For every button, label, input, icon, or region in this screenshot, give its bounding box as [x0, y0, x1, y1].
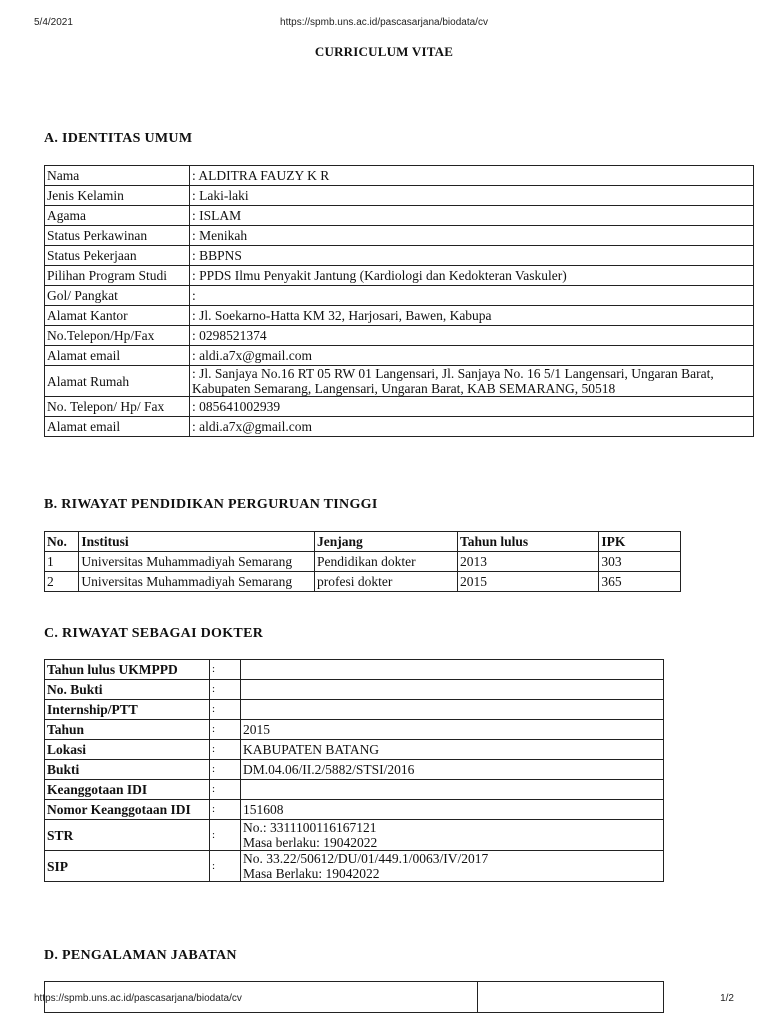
identity-value: : Menikah [190, 226, 754, 246]
doctor-value-line: 151608 [243, 802, 284, 817]
print-url: https://spmb.uns.ac.id/pascasarjana/biodata/cv [280, 17, 488, 28]
education-header-cell: Tahun lulus [457, 532, 598, 552]
doctor-separator: : [210, 800, 241, 820]
doctor-separator: : [210, 700, 241, 720]
education-header-cell: IPK [599, 532, 681, 552]
identity-value: : ISLAM [190, 206, 754, 226]
identity-label: Gol/ Pangkat [45, 286, 190, 306]
doctor-row [45, 800, 664, 820]
doctor-row [45, 740, 664, 760]
doctor-value [241, 851, 664, 882]
table-cell: 2013 [457, 552, 598, 572]
identity-label: Nama [45, 166, 190, 186]
doctor-row [45, 660, 664, 680]
doctor-value [241, 780, 664, 800]
doctor-value-line: No. 33.22/50612/DU/01/449.1/0063/IV/2017 [243, 851, 489, 866]
education-header-row [45, 532, 681, 552]
identity-value: : Jl. Sanjaya No.16 RT 05 RW 01 Langensari, Jl. Sanjaya No. 16 5/1 Langensari, Ungaran Barat, Kabupaten Semarang, Langensari, Ungaran Barat, KAB SEMARANG, 50518 [190, 366, 754, 397]
identity-table [44, 165, 754, 437]
section-a-title: A. IDENTITAS UMUM [44, 131, 193, 146]
doctor-value [241, 700, 664, 720]
footer-url: https://spmb.uns.ac.id/pascasarjana/biodata/cv [34, 993, 242, 1004]
table-cell: profesi dokter [315, 572, 458, 592]
identity-row [45, 206, 754, 226]
identity-value: : Laki-laki [190, 186, 754, 206]
education-table [44, 531, 681, 592]
identity-label: Status Perkawinan [45, 226, 190, 246]
doctor-separator: : [210, 680, 241, 700]
doctor-value [241, 820, 664, 851]
identity-label: Alamat email [45, 346, 190, 366]
identity-row [45, 417, 754, 437]
table-cell: 1 [45, 552, 79, 572]
table-row [45, 552, 681, 572]
identity-label: Alamat Kantor [45, 306, 190, 326]
education-header-cell: No. [45, 532, 79, 552]
identity-value: : aldi.a7x@gmail.com [190, 417, 754, 437]
doctor-value-line: DM.04.06/II.2/5882/STSI/2016 [243, 762, 415, 777]
identity-value: : [190, 286, 754, 306]
identity-label: Agama [45, 206, 190, 226]
education-header-cell: Institusi [79, 532, 315, 552]
identity-row [45, 326, 754, 346]
identity-row [45, 346, 754, 366]
doctor-row [45, 780, 664, 800]
doctor-separator: : [210, 780, 241, 800]
table-cell: Universitas Muhammadiyah Semarang [79, 572, 315, 592]
doctor-value-line: KABUPATEN BATANG [243, 742, 380, 757]
doctor-value [241, 740, 664, 760]
identity-row [45, 397, 754, 417]
doctor-value [241, 680, 664, 700]
doctor-row [45, 680, 664, 700]
doctor-row [45, 820, 664, 851]
doctor-value-line: Masa Berlaku: 19042022 [243, 866, 380, 881]
doctor-value [241, 660, 664, 680]
doctor-label: Nomor Keanggotaan IDI [45, 800, 210, 820]
identity-label: No.Telepon/Hp/Fax [45, 326, 190, 346]
doctor-history-table [44, 659, 664, 882]
doctor-label: Lokasi [45, 740, 210, 760]
doctor-label: No. Bukti [45, 680, 210, 700]
doctor-value-line: No.: 3311100116167121 [243, 820, 377, 835]
education-header-cell: Jenjang [315, 532, 458, 552]
doctor-label: Keanggotaan IDI [45, 780, 210, 800]
doctor-value [241, 760, 664, 780]
identity-label: Pilihan Program Studi [45, 266, 190, 286]
section-d-title: D. PENGALAMAN JABATAN [44, 948, 237, 963]
doctor-label: Internship/PTT [45, 700, 210, 720]
identity-value: : BBPNS [190, 246, 754, 266]
doctor-value-line: 2015 [243, 722, 270, 737]
doctor-row [45, 851, 664, 882]
doctor-row [45, 760, 664, 780]
doctor-value-line: Masa berlaku: 19042022 [243, 835, 378, 850]
identity-label: Alamat email [45, 417, 190, 437]
table-cell [478, 982, 664, 1013]
doctor-label: Bukti [45, 760, 210, 780]
identity-value: : 0298521374 [190, 326, 754, 346]
doctor-label: Tahun [45, 720, 210, 740]
table-row [45, 572, 681, 592]
identity-row [45, 266, 754, 286]
identity-label: Jenis Kelamin [45, 186, 190, 206]
doctor-label: STR [45, 820, 210, 851]
doctor-label: SIP [45, 851, 210, 882]
identity-row [45, 166, 754, 186]
identity-value: : ALDITRA FAUZY K R [190, 166, 754, 186]
identity-label: Alamat Rumah [45, 366, 190, 397]
identity-row [45, 226, 754, 246]
doctor-separator: : [210, 740, 241, 760]
identity-label: No. Telepon/ Hp/ Fax [45, 397, 190, 417]
doctor-separator: : [210, 660, 241, 680]
identity-value: : Jl. Soekarno-Hatta KM 32, Harjosari, Bawen, Kabupa [190, 306, 754, 326]
doctor-value [241, 800, 664, 820]
identity-value: : aldi.a7x@gmail.com [190, 346, 754, 366]
identity-row [45, 186, 754, 206]
doctor-row [45, 700, 664, 720]
section-b-title: B. RIWAYAT PENDIDIKAN PERGURUAN TINGGI [44, 497, 378, 512]
identity-value: : PPDS Ilmu Penyakit Jantung (Kardiologi dan Kedokteran Vaskuler) [190, 266, 754, 286]
identity-value: : 085641002939 [190, 397, 754, 417]
table-cell: 365 [599, 572, 681, 592]
table-cell: Universitas Muhammadiyah Semarang [79, 552, 315, 572]
table-cell: 2015 [457, 572, 598, 592]
table-cell: 2 [45, 572, 79, 592]
doctor-separator: : [210, 851, 241, 882]
identity-row [45, 286, 754, 306]
doctor-separator: : [210, 820, 241, 851]
section-c-title: C. RIWAYAT SEBAGAI DOKTER [44, 626, 264, 641]
identity-row [45, 306, 754, 326]
doctor-separator: : [210, 720, 241, 740]
page-number: 1/2 [720, 993, 734, 1004]
print-date: 5/4/2021 [34, 17, 73, 28]
doctor-row [45, 720, 664, 740]
document-title: CURRICULUM VITAE [314, 44, 454, 59]
identity-row [45, 366, 754, 397]
doctor-value [241, 720, 664, 740]
identity-label: Status Pekerjaan [45, 246, 190, 266]
table-cell: Pendidikan dokter [315, 552, 458, 572]
identity-row [45, 246, 754, 266]
table-cell: 303 [599, 552, 681, 572]
doctor-label: Tahun lulus UKMPPD [45, 660, 210, 680]
doctor-separator: : [210, 760, 241, 780]
